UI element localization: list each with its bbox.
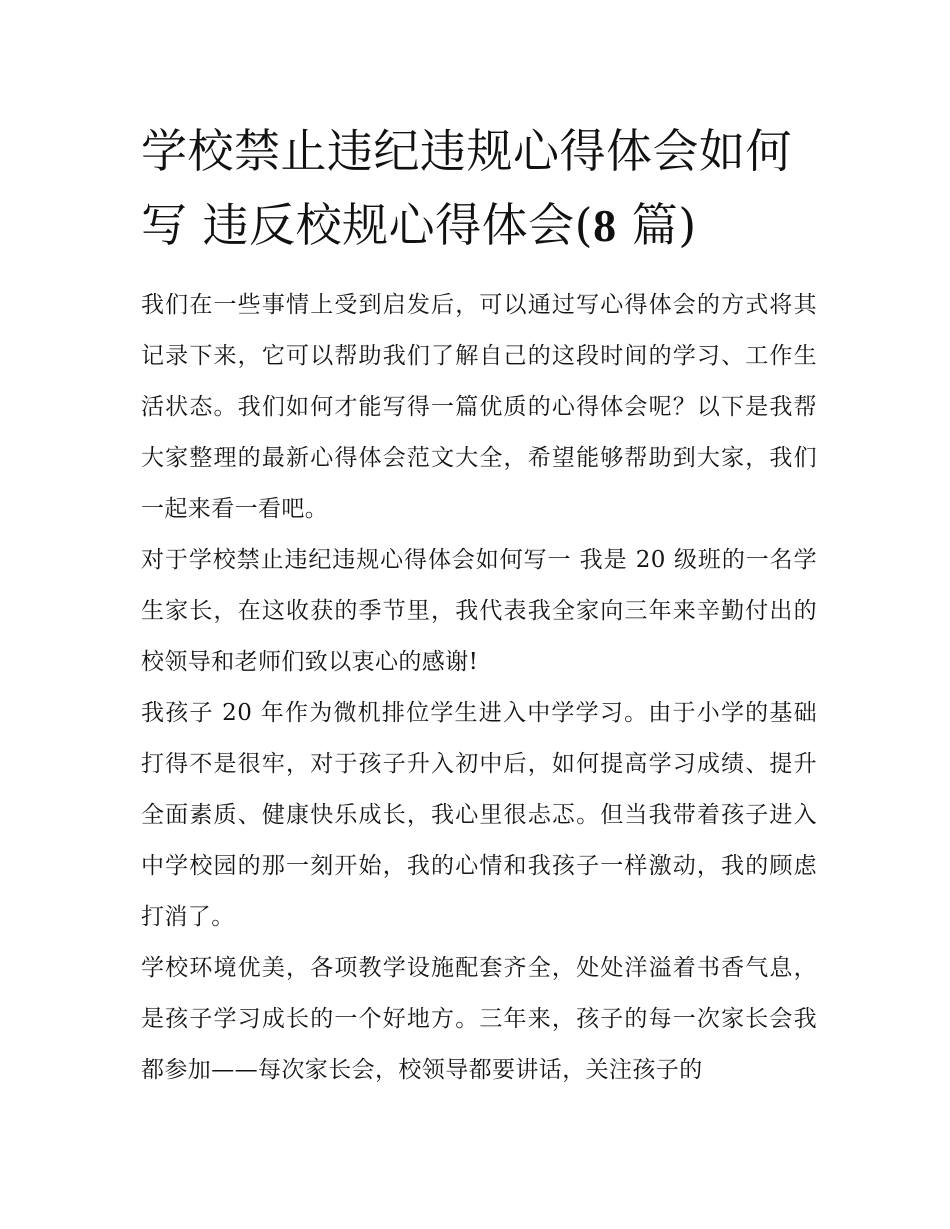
paragraph-2: 我孩子 20 年作为微机排位学生进入中学学习。由于小学的基础打得不是很牢，对于孩子升入初中后，如何提高学习成绩、提升全面素质、健康快乐成长，我心里很忐忑。但当我带着孩子进入中学校园的那一刻开始，我的心情和我孩子一样激动，我的顾虑打消了。 [141,700,817,930]
title-number: 8 [593,200,617,251]
document-title [141,114,821,263]
document-body [141,280,817,1096]
paragraph-3: 学校环境优美，各项教学设施配套齐全，处处洋溢着书香气息，是孩子学习成长的一个好地方。三年来，孩子的每一次家长会我都参加——每次家长会，校领导都要讲话，关注孩子的 [141,955,817,1083]
paragraph-intro: 我们在一些事情上受到启发后，可以通过写心得体会的方式将其记录下来，它可以帮助我们了解自己的这段时间的学习、工作生活状态。我们如何才能写得一篇优质的心得体会呢？以下是我帮大家整理的最新心得体会范文大全，希望能够帮助到大家，我们一起来看一看吧。 [141,292,817,522]
title-suffix: 篇) [616,198,697,252]
paragraph-1: 对于学校禁止违纪违规心得体会如何写一 我是 20 级班的一名学生家长，在这收获的季节里，我代表我全家向三年来辛勤付出的校领导和老师们致以衷心的感谢! [141,547,817,675]
title-text: 学校禁止违纪违规心得体会如何写 违反校规心得体会( [141,124,792,252]
